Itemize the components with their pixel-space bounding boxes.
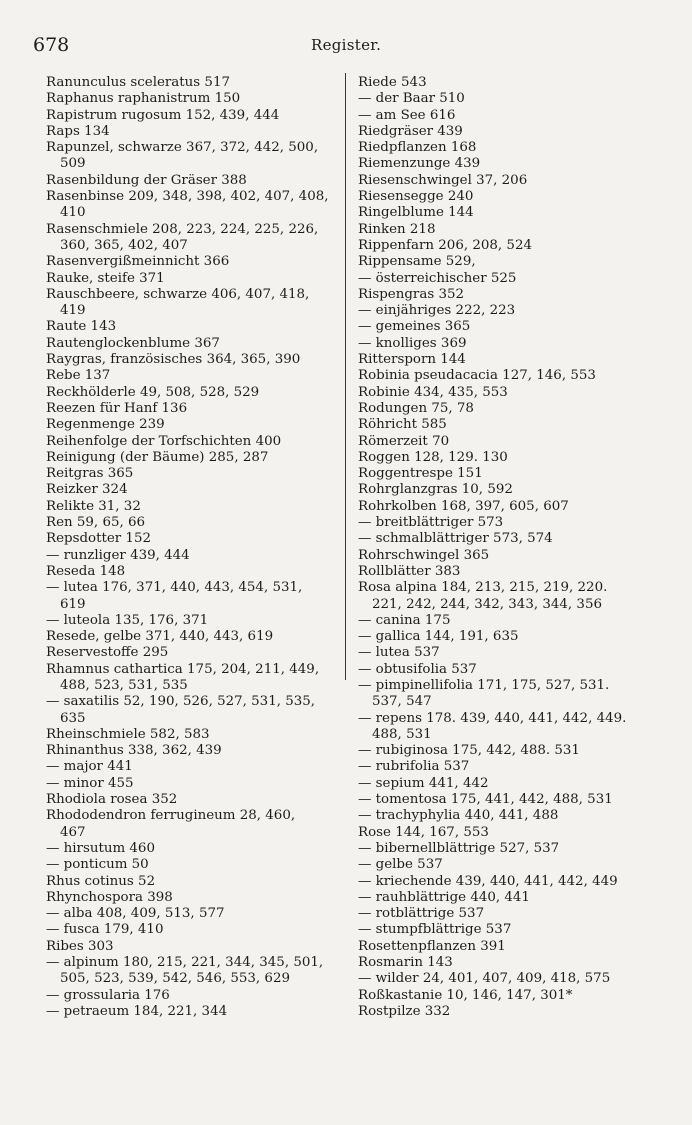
index-entry: Riedgräser 439 [358,123,463,139]
index-entry: — luteola 135, 176, 371 [46,612,209,628]
index-entry-continuation: 619 [60,596,86,612]
index-entry: Rhynchospora 398 [46,889,173,905]
index-entry: Riesenschwingel 37, 206 [358,172,528,188]
index-entry: — rubiginosa 175, 442, 488. 531 [358,743,580,759]
index-entry: — kriechende 439, 440, 441, 442, 449 [358,873,618,889]
index-entry: Rhodiola rosea 352 [46,792,178,808]
index-column-right [358,75,658,1020]
index-entry: — minor 455 [46,775,134,791]
index-entry-continuation: 221, 242, 244, 342, 343, 344, 356 [372,596,602,612]
index-entry: Raphanus raphanistrum 150 [46,91,241,107]
index-entry: Reinigung (der Bäume) 285, 287 [46,449,269,465]
index-entry: Raygras, französisches 364, 365, 390 [46,352,301,368]
index-entry: Rheinschmiele 582, 583 [46,726,210,742]
index-entry: Rapistrum rugosum 152, 439, 444 [46,107,280,123]
index-entry: Ringelblume 144 [358,205,474,221]
index-entry: — canina 175 [358,612,451,628]
index-entry: — breitblättriger 573 [358,515,504,531]
index-entry: Regenmenge 239 [46,417,165,433]
index-entry: Rasenbinse 209, 348, 398, 402, 407, 408, [46,189,329,205]
index-entry: — repens 178. 439, 440, 441, 442, 449. [358,710,627,726]
index-entry: Reitgras 365 [46,466,134,482]
index-entry: Roggen 128, 129. 130 [358,449,508,465]
index-entry: Raps 134 [46,123,110,139]
index-column-left [46,75,338,1020]
index-entry: Rinken 218 [358,221,436,237]
index-entry: Rhamnus cathartica 175, 204, 211, 449, [46,661,320,677]
index-entry: Roggentrespe 151 [358,466,483,482]
index-entry: Rhododendron ferrugineum 28, 460, [46,808,296,824]
index-entry: — runzliger 439, 444 [46,547,190,563]
index-entry: — tomentosa 175, 441, 442, 488, 531 [358,792,613,808]
index-entry-continuation: 537, 547 [372,694,432,710]
index-entry-continuation: 488, 531 [372,726,432,742]
index-entry: Robinia pseudacacia 127, 146, 553 [358,368,596,384]
page-number: 678 [33,34,70,56]
index-entry: — fusca 179, 410 [46,922,164,938]
index-entry: Römerzeit 70 [358,433,450,449]
index-entry: Reezen für Hanf 136 [46,400,188,416]
index-entry: — grossularia 176 [46,987,170,1003]
index-entry: Rosettenpflanzen 391 [358,938,506,954]
index-entry: Rittersporn 144 [358,352,466,368]
index-entry: Rautenglockenblume 367 [46,335,220,351]
index-entry: Rosmarin 143 [358,955,453,971]
index-entry: Rhus cotinus 52 [46,873,156,889]
index-entry: Repsdotter 152 [46,531,151,547]
index-entry: — knolliges 369 [358,335,467,351]
index-entry: Rauke, steife 371 [46,270,165,286]
index-entry: — österreichischer 525 [358,270,517,286]
index-entry-continuation: 509 [60,156,86,172]
index-entry: Rispengras 352 [358,286,465,302]
index-entry: — am See 616 [358,107,456,123]
index-entry: — einjähriges 222, 223 [358,303,516,319]
index-entry: — sepium 441, 442 [358,775,489,791]
index-entry: Rippensame 529, [358,254,476,270]
index-entry: Rasenschmiele 208, 223, 224, 225, 226, [46,221,319,237]
index-entry: — alpinum 180, 215, 221, 344, 345, 501, [46,955,324,971]
index-entry: Röhricht 585 [358,417,447,433]
index-entry: — saxatilis 52, 190, 526, 527, 531, 535, [46,694,316,710]
index-entry: Robinie 434, 435, 553 [358,384,508,400]
index-entry: — stumpfblättrige 537 [358,922,512,938]
index-entry: — pimpinellifolia 171, 175, 527, 531. [358,677,610,693]
index-entry: — gallica 144, 191, 635 [358,629,519,645]
index-entry: — rauhblättrige 440, 441 [358,889,530,905]
index-entry: Riedpflanzen 168 [358,140,477,156]
index-entry: Reseda 148 [46,563,126,579]
index-entry: Rohrkolben 168, 397, 605, 607 [358,498,569,514]
index-entry-continuation: 505, 523, 539, 542, 546, 553, 629 [60,971,290,987]
index-entry: Rohrglanzgras 10, 592 [358,482,513,498]
index-entry: — alba 408, 409, 513, 577 [46,906,225,922]
index-entry-continuation: 419 [60,303,86,319]
index-entry: — hirsutum 460 [46,840,155,856]
index-entry: Riede 543 [358,75,427,90]
index-entry: — petraeum 184, 221, 344 [46,1003,228,1019]
index-entry: — bibernellblättrige 527, 537 [358,840,560,856]
index-entry: Ren 59, 65, 66 [46,515,146,531]
index-entry: Rapunzel, schwarze 367, 372, 442, 500, [46,140,319,156]
index-entry: Resede, gelbe 371, 440, 443, 619 [46,629,274,645]
column-divider [345,73,346,680]
index-entry: — gelbe 537 [358,857,443,873]
index-entry: Rhinanthus 338, 362, 439 [46,743,222,759]
index-entry: Reservestoffe 295 [46,645,169,661]
index-entry: Reizker 324 [46,482,128,498]
index-entry-continuation: 360, 365, 402, 407 [60,237,188,253]
index-entry: Rosa alpina 184, 213, 215, 219, 220. [358,580,608,596]
index-entry: Rebe 137 [46,368,111,384]
index-entry: Rasenvergißmeinnicht 366 [46,254,230,270]
index-entry: Reckhölderle 49, 508, 528, 529 [46,384,260,400]
index-entry: Rohrschwingel 365 [358,547,490,563]
index-entry: — schmalblättriger 573, 574 [358,531,553,547]
index-entry: — rotblättrige 537 [358,906,485,922]
index-entry: Riesensegge 240 [358,189,474,205]
index-entry-continuation: 410 [60,205,86,221]
index-entry: — gemeines 365 [358,319,471,335]
index-entry: — obtusifolia 537 [358,661,477,677]
index-entry: Rasenbildung der Gräser 388 [46,172,247,188]
running-head: Register. [311,36,382,54]
index-entry: — lutea 537 [358,645,440,661]
index-entry: — lutea 176, 371, 440, 443, 454, 531, [46,580,303,596]
index-entry: — rubrifolia 537 [358,759,470,775]
index-entry: Rollblätter 383 [358,563,461,579]
index-entry: Rodungen 75, 78 [358,400,474,416]
index-entry: Rose 144, 167, 553 [358,824,489,840]
index-entry: — trachyphylia 440, 441, 488 [358,808,559,824]
index-entry: Ranunculus sceleratus 517 [46,75,230,90]
index-entry: Roßkastanie 10, 146, 147, 301* [358,987,573,1003]
index-entry-continuation: 488, 523, 531, 535 [60,677,188,693]
index-entry-continuation: 467 [60,824,86,840]
index-entry: Raute 143 [46,319,117,335]
index-entry: Reihenfolge der Torfschichten 400 [46,433,282,449]
index-entry: Riemenzunge 439 [358,156,481,172]
index-entry: — ponticum 50 [46,857,149,873]
index-entry: — der Baar 510 [358,91,465,107]
index-entry: Rauschbeere, schwarze 406, 407, 418, [46,286,310,302]
index-entry: Rippenfarn 206, 208, 524 [358,237,532,253]
index-entry-continuation: 635 [60,710,86,726]
index-entry: Ribes 303 [46,938,114,954]
index-entry: — major 441 [46,759,133,775]
index-entry: — wilder 24, 401, 407, 409, 418, 575 [358,971,611,987]
index-entry: Rostpilze 332 [358,1003,451,1019]
index-entry: Relikte 31, 32 [46,498,141,514]
